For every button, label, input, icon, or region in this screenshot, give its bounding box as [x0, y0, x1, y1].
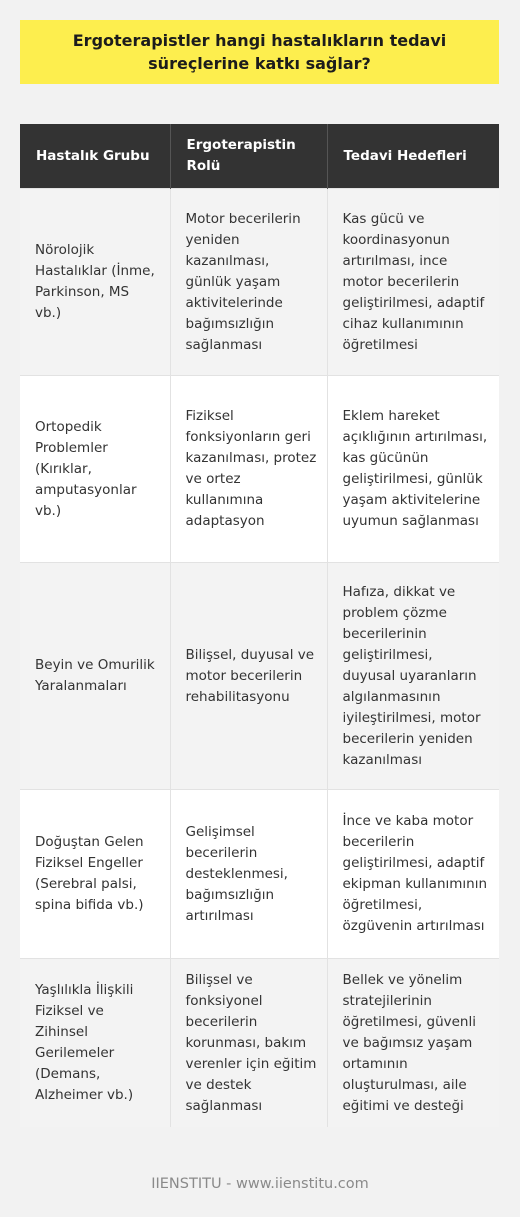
- therapist-role-cell: Bilişsel ve fonksiyonel becerilerin korunması, bakım verenler için eğitim ve destek sağlanması: [170, 959, 327, 1128]
- treatment-goals-cell: İnce ve kaba motor becerilerin geliştirilmesi, adaptif ekipman kullanımının öğretilmesi, özgüvenin artırılması: [327, 790, 499, 959]
- treatment-goals-cell: Bellek ve yönelim stratejilerinin öğretilmesi, güvenli ve bağımsız yaşam ortamının oluşturulması, aile eğitimi ve desteği: [327, 959, 499, 1128]
- table-row: [20, 189, 499, 376]
- disease-group-cell: Doğuştan Gelen Fiziksel Engeller (Serebral palsi, spina bifida vb.): [20, 790, 170, 959]
- table-row: [20, 790, 499, 959]
- diseases-table: [20, 124, 499, 1127]
- footer-credit: IIENSTITU - www.iienstitu.com: [151, 1176, 369, 1192]
- column-header-disease-group: Hastalık Grubu: [20, 124, 170, 189]
- disease-group-cell: Beyin ve Omurilik Yaralanmaları: [20, 563, 170, 790]
- table-header-row: [20, 124, 499, 189]
- page-title: Ergoterapistler hangi hastalıkların tedavi süreçlerine katkı sağlar?: [72, 31, 447, 73]
- treatment-goals-cell: Hafıza, dikkat ve problem çözme becerilerinin geliştirilmesi, duyusal uyaranların algılanmasının iyileştirilmesi, motor becerilerin yeniden kazanılması: [327, 563, 499, 790]
- treatment-goals-cell: Eklem hareket açıklığının artırılması, kas gücünün geliştirilmesi, günlük yaşam aktivitelerine uyumun sağlanması: [327, 376, 499, 563]
- treatment-goals-cell: Kas gücü ve koordinasyonun artırılması, ince motor becerilerin geliştirilmesi, adaptif cihaz kullanımının öğretilmesi: [327, 189, 499, 376]
- table-row: [20, 959, 499, 1128]
- therapist-role-cell: Fiziksel fonksiyonların geri kazanılması, protez ve ortez kullanımına adaptasyon: [170, 376, 327, 563]
- column-header-therapist-role: Ergoterapistin Rolü: [170, 124, 327, 189]
- therapist-role-cell: Motor becerilerin yeniden kazanılması, günlük yaşam aktivitelerinde bağımsızlığın sağlanması: [170, 189, 327, 376]
- table-row: [20, 563, 499, 790]
- disease-group-cell: Yaşlılıkla İlişkili Fiziksel ve Zihinsel Gerilemeler (Demans, Alzheimer vb.): [20, 959, 170, 1128]
- table-row: [20, 376, 499, 563]
- disease-group-cell: Nörolojik Hastalıklar (İnme, Parkinson, MS vb.): [20, 189, 170, 376]
- title-banner: [20, 20, 499, 84]
- therapist-role-cell: Gelişimsel becerilerin desteklenmesi, bağımsızlığın artırılması: [170, 790, 327, 959]
- disease-group-cell: Ortopedik Problemler (Kırıklar, amputasyonlar vb.): [20, 376, 170, 563]
- column-header-treatment-goals: Tedavi Hedefleri: [327, 124, 499, 189]
- therapist-role-cell: Bilişsel, duyusal ve motor becerilerin rehabilitasyonu: [170, 563, 327, 790]
